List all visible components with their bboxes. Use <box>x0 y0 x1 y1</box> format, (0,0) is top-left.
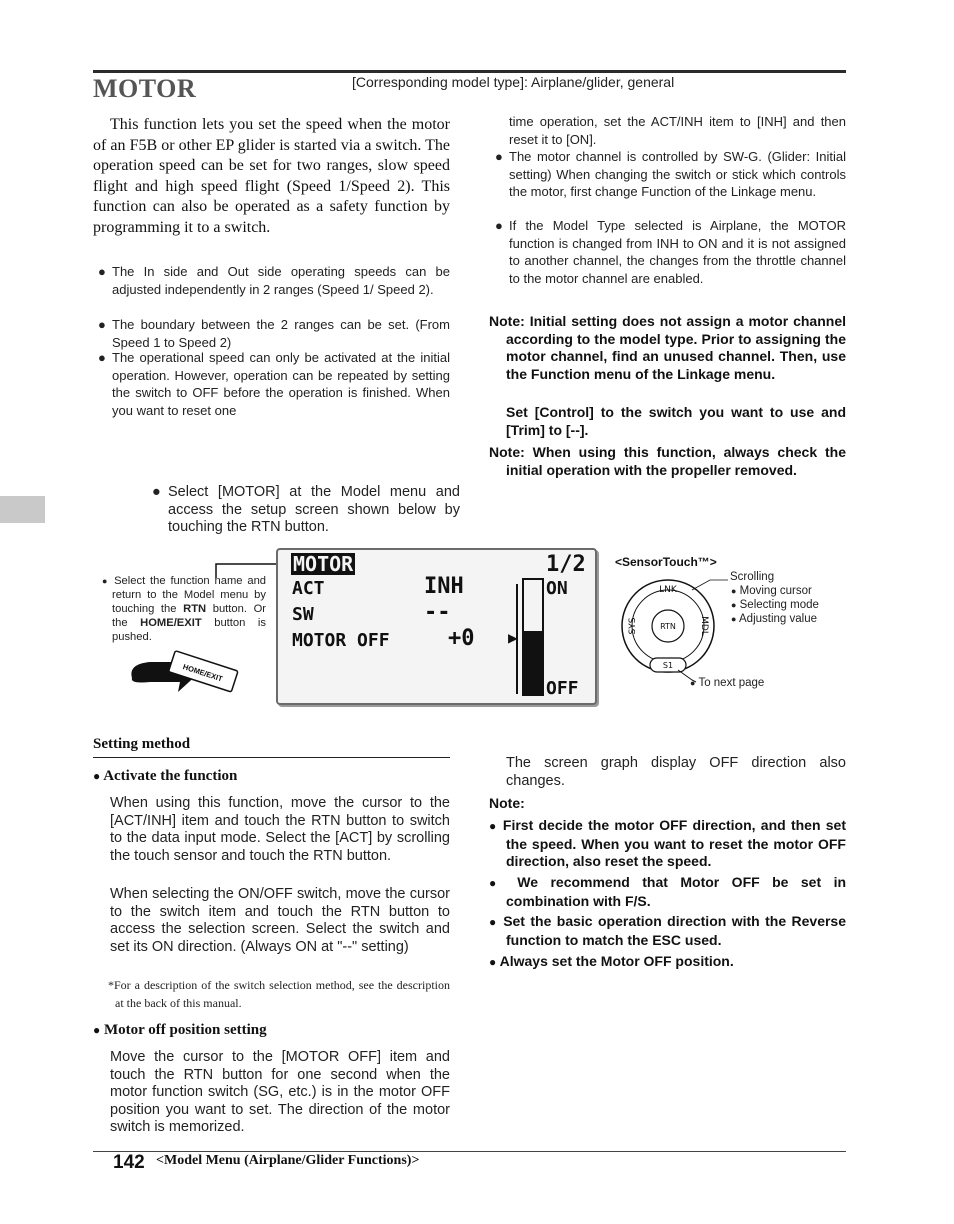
list-item: ● If the Model Type selected is Airplane, the MOTOR function is changed from INH to ON and it is not assigned to another channel, the changes from the throttle channel to the motor channel are enabled. <box>495 218 846 286</box>
activate-heading: ● Activate the function <box>93 768 238 784</box>
home-exit-label: HOME/EXIT <box>181 662 224 684</box>
note-control-trim: Set [Control] to the switch you want to use and [Trim] to [--]. <box>506 404 846 438</box>
list-item: ● The motor channel is controlled by SW-G. (Glider: Initial setting) When changing the switch or stick which controls the motor, first change Function of the Linkage menu. <box>495 149 846 199</box>
motor-off-heading: ● Motor off position setting <box>93 1022 267 1038</box>
sensor-sys-label: SYS <box>628 617 638 635</box>
model-type-note: [Corresponding model type]: Airplane/glider, general <box>352 74 675 90</box>
note-item: ● Set the basic operation direction with the Reverse function to match the ESC used. <box>489 913 847 948</box>
list-item: ● The operational speed can only be activated at the initial operation. However, operation can be repeated by setting the switch to OFF before the operation is finished. When you want to reset one <box>98 350 450 418</box>
page-number: 142 <box>113 1152 145 1173</box>
list-item: ● The boundary between the 2 ranges can be set. (From Speed 1 to Speed 2) <box>98 317 450 350</box>
lcd-sw-value[interactable]: -- <box>424 600 451 625</box>
footnote: *For a description of the switch selection method, see the description at the back of this manual. <box>108 978 450 1010</box>
lcd-title: MOTOR <box>293 552 354 576</box>
home-exit-callout: ● Select the function name and return to the Model menu by touching the RTN button. Or the HOME/EXIT button is pushed. <box>102 575 267 643</box>
section-tab-marker <box>0 496 45 523</box>
header-rule <box>93 70 846 73</box>
sensor-lnk-label: LNK <box>659 585 677 595</box>
sensor-item: ● Selecting mode <box>731 599 819 611</box>
lcd-sw-label: SW <box>292 604 314 625</box>
lcd-act-value[interactable]: INH <box>424 574 464 599</box>
sensor-item: ● Moving cursor <box>731 585 812 597</box>
scrolling-label: Scrolling <box>730 571 775 583</box>
lcd-pointer-icon: ▶ <box>508 628 518 647</box>
footer-section-title: <Model Menu (Airplane/Glider Functions)> <box>156 1153 420 1168</box>
sensor-item: ● Adjusting value <box>731 613 817 625</box>
activate-paragraph-2: When selecting the ON/OFF switch, move the cursor to the switch item and touch the RTN button to access the selection screen. Select the switch and set its ON direction. (Always ON at "--" setting) <box>110 886 450 955</box>
lcd-on-label: ON <box>546 578 568 599</box>
lcd-motor-bar <box>522 578 544 696</box>
select-instruction: ● Select [MOTOR] at the Model menu and access the setup screen shown below by touching the RTN button. <box>152 484 460 535</box>
list-item: ● The In side and Out side operating speeds can be adjusted independently in 2 ranges (Speed 1/ Speed 2). <box>98 264 450 297</box>
sensor-rtn-label: RTN <box>660 622 676 631</box>
continued-text: time operation, set the ACT/INH item to [INH] and then reset it to [ON]. <box>509 114 846 147</box>
lcd-motor-off-value[interactable]: +0 <box>448 626 475 651</box>
motor-lcd-screen <box>276 548 597 705</box>
footer-rule <box>93 1151 846 1152</box>
lcd-motor-off-label: MOTOR OFF <box>292 630 390 651</box>
lcd-act-label: ACT <box>292 578 325 599</box>
sensor-touch-diagram <box>620 570 730 690</box>
lcd-motor-bar-fill <box>524 631 542 694</box>
intro-paragraph: This function lets you set the speed when the motor of an F5B or other EP glider is started via a switch. The operation speed can be set for two ranges, slow speed flight and high speed flight (Speed 1/Speed 2). This function can also be operated as a safety function by programming it to a switch. <box>93 116 450 236</box>
setting-method-heading: Setting method <box>93 736 191 752</box>
note-item: ● First decide the motor OFF direction, and then set the speed. When you want to reset the motor OFF direction, also reset the speed. <box>489 817 846 869</box>
next-page-label: ● To next page <box>690 677 765 689</box>
note-item: ● Always set the Motor OFF position. <box>489 953 734 969</box>
graph-direction-text: The screen graph display OFF direction also changes. <box>506 755 846 789</box>
motor-off-paragraph: Move the cursor to the [MOTOR OFF] item and touch the RTN button for one second when the motor function switch (SG, etc.) is in the motor OFF position you want to set. The direction of the motor switch is memorized. <box>110 1049 450 1135</box>
note-item: ● We recommend that Motor OFF be set in combination with F/S. <box>489 874 847 909</box>
setting-method-rule <box>93 757 450 758</box>
note-motor-channel: Note: Initial setting does not assign a motor channel according to the model type. Prior to assigning the motor channel, find an unused channel. Then, use the Function menu of the Linkage menu. <box>489 313 846 382</box>
note-label: Note: <box>489 795 525 811</box>
lcd-page-indicator[interactable]: 1/2 <box>546 552 586 577</box>
lcd-bar-scale <box>516 584 520 694</box>
page-title: MOTOR <box>93 74 197 103</box>
sensor-s1-label: S1 <box>662 661 674 670</box>
sensor-touch-title: <SensorTouch™> <box>615 555 717 569</box>
lcd-off-label: OFF <box>546 678 579 699</box>
note-propeller: Note: When using this function, always check the initial operation with the propeller removed. <box>489 444 846 478</box>
home-exit-button-graphic <box>120 560 280 710</box>
sensor-mdl-label: MDL <box>699 616 709 636</box>
activate-paragraph-1: When using this function, move the cursor to the [ACT/INH] item and touch the RTN button to switch to the data input mode. Select the [ACT] by scrolling the touch sensor and touch the RTN button. <box>110 795 450 864</box>
